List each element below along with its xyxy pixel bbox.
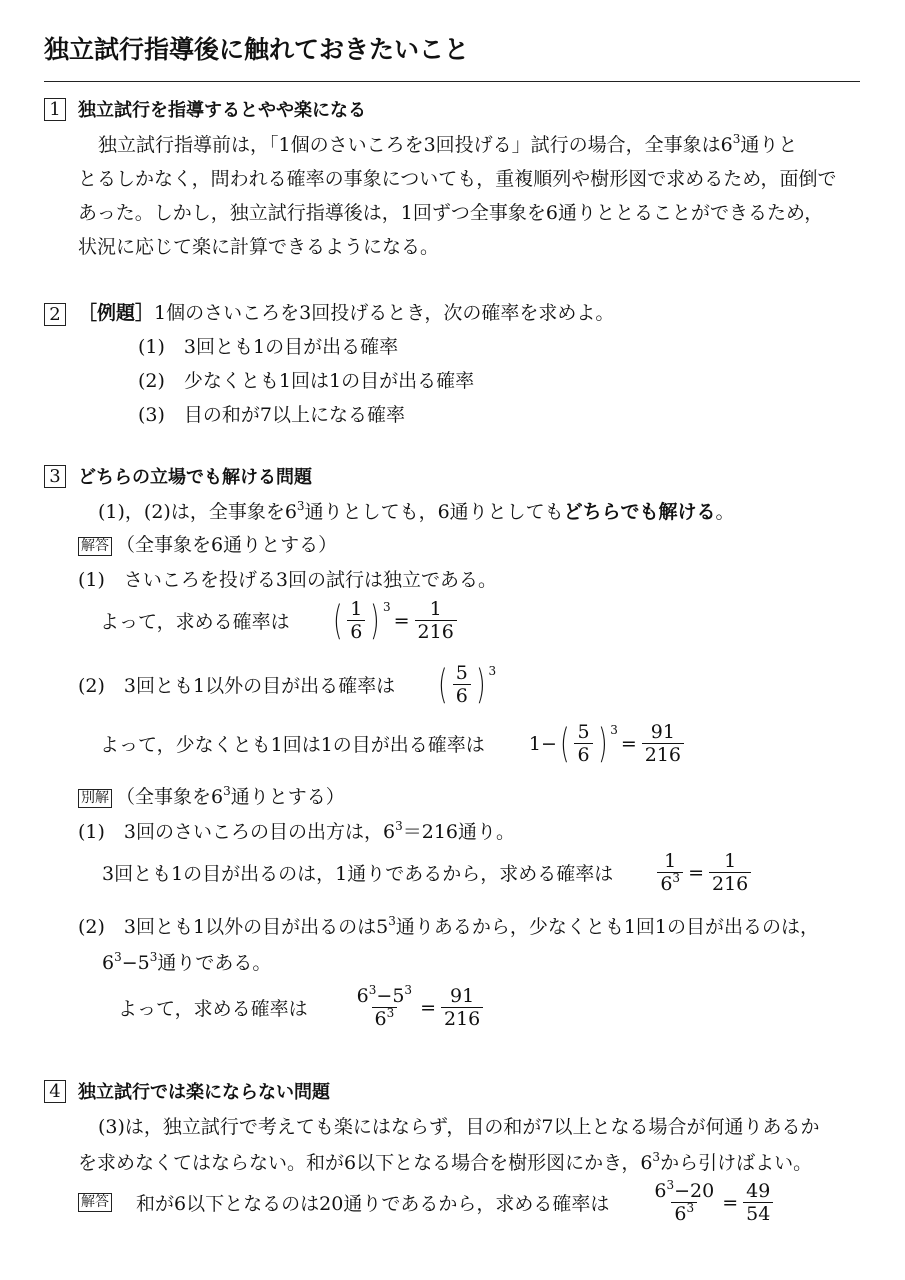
s1-line-2: とるしかなく，問われる確率の事象についても，重複順列や樹形図で求めるため，面倒で: [78, 168, 837, 190]
section-4-header: [44, 1078, 330, 1104]
section-1-header: [44, 96, 366, 122]
page-title: 独立試行指導後に触れておきたいこと: [44, 35, 470, 64]
alt-2-result: よって，求める確率は $\frac{6^3-5^3}{6^3}$ = $\frac{91}{216}$: [118, 985, 485, 1030]
answer-2: (2) 3回とも1以外の目が出る確率は ( $\frac{5}{6}$ ) 3: [78, 661, 497, 708]
fraction-formula: $\frac{1}{6^3}$ = $\frac{1}{216}$: [655, 850, 753, 895]
alt-2: (2) 3回とも1以外の目が出るのは$5^3$通りあるから，少なくとも1回1の目が出るのは，: [78, 914, 820, 938]
fraction-formula: ( $\frac{5}{6}$ ) 3: [438, 661, 497, 708]
section-number: 2: [44, 303, 66, 326]
fraction-formula: $\frac{6^3-20}{6^3}$ = $\frac{49}{54}$: [649, 1180, 775, 1225]
answer-tag-row: 解答 （全事象を6通りとする）: [78, 530, 337, 557]
alt-tag-row: 別解 （全事象を$6^3$通りとする）: [78, 782, 345, 809]
alt-1: (1) 3回のさいころの目の出方は，$6^3=216$通り。: [78, 819, 515, 843]
section-heading: 独立試行を指導するとやや楽になる: [78, 100, 366, 121]
title-rule: [44, 81, 860, 82]
s1-line-4: 状況に応じて楽に計算できるようになる。: [78, 236, 440, 258]
section-2-header: [44, 298, 614, 326]
answer-2-result: よって，少なくとも1回は1の目が出る確率は 1− ( $\frac{5}{6}$ ) 3 = $\frac{91}{216}$: [100, 721, 686, 766]
section-heading: 独立試行では楽にならない問題: [78, 1082, 330, 1103]
fraction-formula: ( $\frac{1}{6}$ ) 3 = $\frac{1}{216}$: [330, 598, 459, 643]
answer-tag: 解答: [78, 537, 112, 556]
section-number: 3: [44, 465, 66, 488]
example-item-3: (3) 目の和が7以上になる確率: [138, 404, 406, 426]
section-number: 1: [44, 98, 66, 121]
alt-1-result: 3回とも1の目が出るのは，1通りであるから，求める確率は $\frac{1}{6^3}$ = $\frac{1}{216}$: [102, 850, 753, 895]
answer-1: (1) さいころを投げる3回の試行は独立である。: [78, 569, 498, 591]
s1-line-1: 独立試行指導前は，「1個のさいころを3回投げる」試行の場合，全事象は$6^3$通りと: [98, 132, 798, 156]
section-number: 4: [44, 1080, 66, 1103]
s4-line-1: (3)は，独立試行で考えても楽にはならず，目の和が7以上となる場合が何通りあるか: [98, 1116, 820, 1138]
example-item-1: (1) 3回とも1の目が出る確率: [138, 336, 399, 358]
fraction-formula: 1− ( $\frac{5}{6}$ ) 3 = $\frac{91}{216}$: [529, 721, 686, 766]
example-item-2: (2) 少なくとも1回は1の目が出る確率: [138, 370, 475, 392]
section-3-header: [44, 463, 312, 489]
alt-solution-tag: 別解: [78, 789, 112, 808]
fraction-formula: $\frac{6^3-5^3}{6^3}$ = $\frac{91}{216}$: [352, 985, 486, 1030]
section-heading: どちらの立場でも解ける問題: [78, 467, 312, 488]
example-label: ［例題］: [78, 302, 155, 324]
alt-2-line-2: $6^3-5^3$通りである。: [102, 950, 272, 974]
s1-line-3: あった。しかし，独立試行指導後は，1回ずつ全事象を6通りととることができるため，: [78, 202, 824, 224]
answer-1-result: よって，求める確率は ( $\frac{1}{6}$ ) 3 = $\frac{1}{216}$: [100, 598, 459, 643]
s4-line-2: を求めなくてはならない。和が6以下となる場合を樹形図にかき，$6^3$から引けばよい。: [78, 1150, 813, 1174]
s4-answer: 解答 和が6以下となるのは20通りであるから，求める確率は $\frac{6^3-20}{6^3}$ = $\frac{49}{54}$: [78, 1180, 775, 1225]
example-text: 1個のさいころを3回投げるとき，次の確率を求めよ。: [154, 302, 615, 324]
s3-intro: (1)，(2)は，全事象を$6^3$通りとしても，6通りとしてもどちらでも解ける。: [98, 499, 735, 523]
answer-tag: 解答: [78, 1193, 112, 1212]
